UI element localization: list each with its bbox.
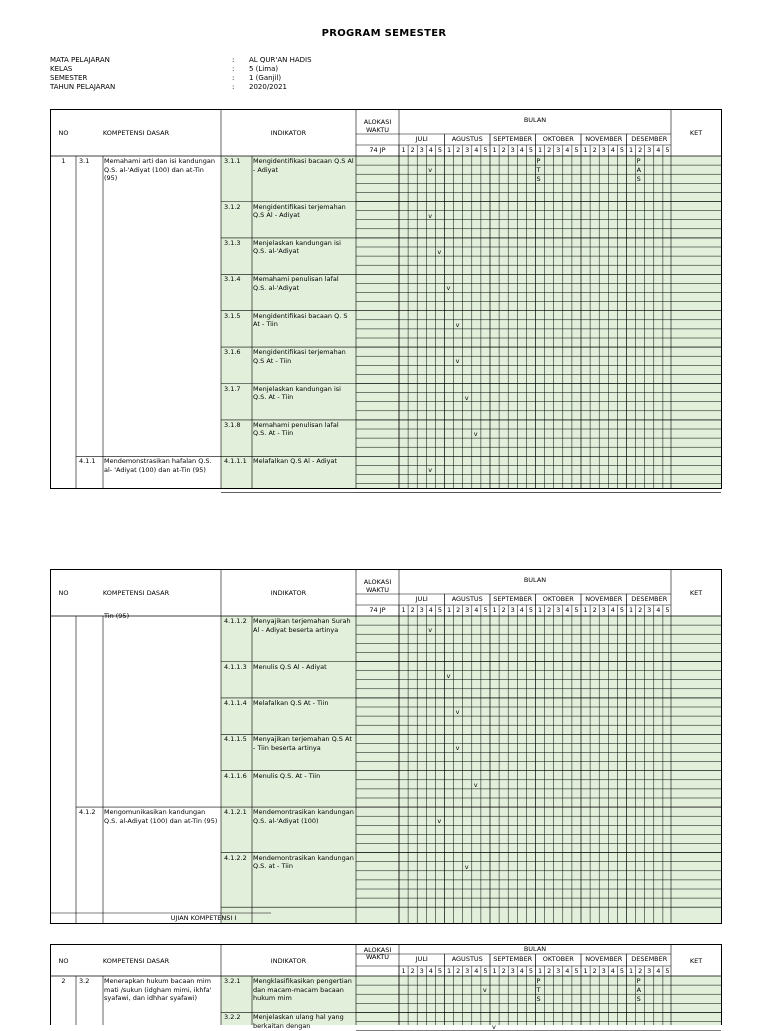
meta-separator: : <box>232 65 235 73</box>
header-week-number: 1 <box>537 966 543 975</box>
header-week-number: 2 <box>501 605 506 614</box>
meta-key: KELAS <box>50 65 73 73</box>
header-week-number: 1 <box>492 605 497 614</box>
header-week-number: 3 <box>601 145 606 154</box>
header-week-number: 3 <box>647 966 652 975</box>
pts-letter: P <box>536 977 541 985</box>
table-section-3 <box>50 944 722 1031</box>
table-grid <box>51 570 721 923</box>
pts-letter: S <box>536 175 541 184</box>
indicator-text: Menulis Q.S. At - Tiin <box>253 771 321 780</box>
indicator-text: Menulis Q.S Al - Adiyat <box>253 662 327 671</box>
meta-separator: : <box>232 83 235 91</box>
pts-letter: S <box>536 995 541 1004</box>
header-kompetensi-dasar: KOMPETENSI DASAR <box>102 129 170 137</box>
header-week-number: 2 <box>456 145 461 154</box>
schedule-mark: v <box>464 393 469 402</box>
header-week-number: 1 <box>446 966 452 975</box>
header-week-number: 5 <box>665 145 670 154</box>
header-week-number: 1 <box>401 145 406 154</box>
header-month-juli: JULI <box>415 594 428 603</box>
pas-letter: S <box>636 995 641 1004</box>
schedule-mark: v <box>437 248 442 256</box>
header-month-desember: DESEMBER <box>631 134 668 143</box>
indicator-text: Melafalkan Q.S Al - Adiyat <box>253 457 338 466</box>
indicator-text: Mendemontrasikan kandungan Q.S. al-'Adiyat (100) <box>253 808 354 825</box>
header-week-number: 4 <box>474 605 479 614</box>
row-number: 2 <box>61 977 66 985</box>
header-week-number: 2 <box>592 145 597 154</box>
header-bulan: BULAN <box>523 576 547 584</box>
header-week-number: 3 <box>556 966 561 975</box>
schedule-mark: v <box>446 284 451 293</box>
header-week-number: 3 <box>465 966 470 975</box>
header-jp: 74 JP <box>369 605 386 614</box>
indicator-text: Mendemontrasikan kandungan Q.S. at - Tiin <box>253 853 354 871</box>
indicator-code: 4.1.2.1 <box>224 808 247 817</box>
header-week-number: 4 <box>428 966 433 975</box>
indicator-code: 3.1.6 <box>224 348 241 357</box>
header-week-number: 1 <box>583 966 588 975</box>
header-month-september: SEPTEMBER <box>493 134 533 143</box>
schedule-mark: v <box>473 780 478 789</box>
header-month-desember: DESEMBER <box>631 954 668 963</box>
header-week-number: 1 <box>446 145 452 154</box>
indicator-text: Menyajikan terjemahan Surah Al - Adiyat beserta artinya <box>253 617 351 634</box>
header-week-number: 3 <box>510 145 515 154</box>
header-no: NO <box>58 129 69 137</box>
header-ket: KET <box>689 129 703 137</box>
header-week-number: 1 <box>537 145 543 154</box>
meta-value: 2020/2021 <box>249 83 287 91</box>
schedule-mark: v <box>428 466 433 475</box>
indicator-text: Menjelaskan kandungan isi Q.S. At - Tiin <box>253 384 341 401</box>
pas-letter: A <box>636 986 642 995</box>
header-week-number: 5 <box>437 145 442 154</box>
header-week-number: 2 <box>410 966 415 975</box>
meta-row <box>50 83 312 92</box>
header-month-september: SEPTEMBER <box>493 594 533 603</box>
indicator-text: Mengidentifikasi terjemahan Q.S Al - Adiyat <box>253 202 346 219</box>
indicator-text: Mengidentifikasi bacaan Q. S At - Tiin <box>253 311 348 329</box>
header-week-number: 3 <box>510 605 515 614</box>
meta-row <box>50 65 312 74</box>
header-jp: 74 JP <box>369 145 386 154</box>
header-week-number: 5 <box>437 605 442 614</box>
header-week-number: 4 <box>519 145 524 154</box>
table-section-2 <box>50 569 722 924</box>
header-indikator: INDIKATOR <box>270 589 307 597</box>
header-month-juli: JULI <box>415 134 428 143</box>
meta-key: TAHUN PELAJARAN <box>50 83 116 91</box>
indicator-code: 3.1.7 <box>224 384 241 393</box>
header-week-number: 4 <box>565 605 570 614</box>
header-week-number: 3 <box>647 605 652 614</box>
meta-row <box>50 56 312 65</box>
header-week-number: 1 <box>628 966 634 975</box>
header-bulan: BULAN <box>523 116 547 124</box>
header-week-number: 4 <box>656 966 661 975</box>
pts-letter: T <box>536 166 541 175</box>
indicator-text: Mengidentifikasi terjemahan Q.S At - Tiin <box>253 348 346 365</box>
indicator-code: 3.1.4 <box>224 275 241 284</box>
header-week-number: 5 <box>574 966 579 975</box>
indicator-text: Mengklasifikasikan pengertian dan macam-macam bacaan hukum mim <box>253 977 352 1002</box>
header-week-number: 1 <box>583 605 588 614</box>
schedule-mark: v <box>492 1022 496 1031</box>
schedule-mark: v <box>455 708 460 716</box>
header-indikator: INDIKATOR <box>270 956 307 965</box>
kd-continuation: Tin (95) <box>104 612 130 620</box>
header-bulan: BULAN <box>523 945 547 953</box>
pas-letter: A <box>636 166 642 175</box>
header-no: NO <box>58 956 69 965</box>
row-number: 1 <box>61 157 66 165</box>
header-alokasi: ALOKASI <box>363 578 392 586</box>
pas-letter: S <box>636 175 641 184</box>
pts-letter: P <box>536 157 541 165</box>
header-month-agustus: AGUSTUS <box>451 134 483 143</box>
indicator-code: 4.1.1.2 <box>224 617 247 625</box>
schedule-mark: v <box>482 986 487 995</box>
header-month-november: NOVEMBER <box>585 954 623 963</box>
indicator-code: 3.1.1 <box>224 157 241 165</box>
header-week-number: 1 <box>628 605 634 614</box>
kd-code: 3.2 <box>79 977 90 985</box>
header-kompetensi-dasar: KOMPETENSI DASAR <box>102 589 170 597</box>
header-week-number: 3 <box>465 605 470 614</box>
header-week-number: 3 <box>647 145 652 154</box>
schedule-mark: v <box>446 671 451 680</box>
header-week-number: 4 <box>610 145 615 154</box>
kd-text: Memahami arti dan isi kandungan Q.S. al-'Adiyat (100) dan at-Tin (95) <box>104 157 216 182</box>
indicator-code: 3.1.5 <box>224 311 241 320</box>
indicator-text: Menjelaskan kandungan isi Q.S. al-'Adiyat <box>253 238 341 256</box>
header-week-number: 1 <box>583 145 588 154</box>
header-week-number: 3 <box>419 605 424 614</box>
header-week-number: 1 <box>537 605 543 614</box>
header-week-number: 4 <box>519 605 524 614</box>
meta-value: 1 (Ganjil) <box>249 74 282 82</box>
header-week-number: 3 <box>601 966 606 975</box>
kd-code: 4.1.2 <box>79 808 96 817</box>
header-week-number: 5 <box>528 966 533 975</box>
header-week-number: 5 <box>619 145 624 154</box>
indicator-text: Melafalkan Q.S At - Tiin <box>253 698 329 707</box>
schedule-mark: v <box>455 357 460 366</box>
schedule-mark: v <box>428 166 433 175</box>
header-alokasi: ALOKASI <box>363 946 392 954</box>
header-week-number: 5 <box>619 966 624 975</box>
schedule-mark: v <box>428 626 433 635</box>
header-week-number: 5 <box>574 605 579 614</box>
header-waktu: WAKTU <box>365 586 389 594</box>
indicator-text: Mengidentifikasi bacaan Q.S Al - Adiyat <box>253 157 354 174</box>
kd-text: Mendemonstrasikan hafalan Q.S. al- 'Adiyat (100) dan at-Tin (95) <box>104 457 212 474</box>
header-week-number: 2 <box>592 966 597 975</box>
header-no: NO <box>58 589 69 597</box>
header-week-number: 2 <box>456 966 461 975</box>
header-week-number: 5 <box>528 605 533 614</box>
meta-key: SEMESTER <box>50 74 88 82</box>
schedule-mark: v <box>437 817 442 826</box>
kd-text: Mengomunikasikan kandungan Q.S. al-Adiyat (100) dan at-Tin (95) <box>104 808 218 825</box>
header-week-number: 4 <box>474 966 479 975</box>
header-week-number: 3 <box>419 966 424 975</box>
indicator-code: 4.1.1.3 <box>224 662 247 671</box>
header-month-agustus: AGUSTUS <box>451 594 483 603</box>
indicator-text: Memahami penulisan lafal Q.S. At - Tiin <box>253 420 339 438</box>
meta-value: AL QUR'AN HADIS <box>249 56 312 64</box>
header-week-number: 4 <box>474 145 479 154</box>
header-week-number: 3 <box>556 145 561 154</box>
table-section-1 <box>50 109 722 489</box>
header-waktu: WAKTU <box>365 953 389 961</box>
header-week-number: 4 <box>610 966 615 975</box>
indicator-text: Memahami penulisan lafal Q.S. al-'Adiyat <box>253 275 339 292</box>
footer-ujian: UJIAN KOMPETENSI I <box>170 914 237 922</box>
meta-row <box>50 74 312 83</box>
schedule-mark: v <box>455 320 460 329</box>
indicator-code: 3.1.8 <box>224 420 241 429</box>
header-week-number: 5 <box>574 145 579 154</box>
header-month-oktober: OKTOBER <box>542 594 574 603</box>
indicator-code: 3.2.2 <box>224 1013 241 1022</box>
header-month-agustus: AGUSTUS <box>451 954 483 963</box>
header-week-number: 5 <box>483 966 488 975</box>
header-week-number: 5 <box>665 605 670 614</box>
header-week-number: 2 <box>547 145 552 154</box>
header-indikator: INDIKATOR <box>270 129 307 137</box>
indicator-code: 4.1.2.2 <box>224 853 247 862</box>
kd-code: 3.1 <box>79 157 90 165</box>
indicator-text: Menyajikan terjemahan Q.S At - Tiin beserta artinya <box>253 735 352 752</box>
header-week-number: 1 <box>446 605 452 614</box>
header-week-number: 1 <box>492 966 497 975</box>
header-week-number: 4 <box>428 605 433 614</box>
header-week-number: 1 <box>401 966 406 975</box>
header-month-desember: DESEMBER <box>631 594 668 603</box>
meta-value: 5 (Lima) <box>249 65 279 73</box>
meta-separator: : <box>232 74 235 82</box>
header-month-november: NOVEMBER <box>585 594 623 603</box>
header-week-number: 3 <box>510 966 515 975</box>
header-week-number: 1 <box>492 145 497 154</box>
header-waktu: WAKTU <box>365 126 389 134</box>
header-week-number: 5 <box>665 966 670 975</box>
meta-separator: : <box>232 56 235 64</box>
header-week-number: 1 <box>628 145 634 154</box>
header-week-number: 2 <box>638 605 643 614</box>
header-week-number: 2 <box>410 145 415 154</box>
header-ket: KET <box>689 589 703 597</box>
header-week-number: 1 <box>401 605 406 614</box>
header-week-number: 4 <box>610 605 615 614</box>
header-week-number: 2 <box>410 605 415 614</box>
indicator-code: 4.1.1.1 <box>224 457 247 466</box>
header-week-number: 4 <box>565 145 570 154</box>
indicator-code: 3.1.2 <box>224 202 241 211</box>
header-week-number: 3 <box>419 145 424 154</box>
schedule-mark: v <box>428 211 433 220</box>
header-month-november: NOVEMBER <box>585 134 623 143</box>
meta-key: MATA PELAJARAN <box>50 56 110 64</box>
header-week-number: 2 <box>501 145 506 154</box>
document-meta <box>50 56 312 92</box>
header-week-number: 3 <box>556 605 561 614</box>
header-month-juli: JULI <box>415 954 428 963</box>
pas-letter: P <box>636 977 641 985</box>
indicator-text: Menjelaskan ulang hal yang berkaitan dengan <box>253 1013 344 1030</box>
header-week-number: 4 <box>656 605 661 614</box>
header-week-number: 2 <box>592 605 597 614</box>
header-week-number: 5 <box>483 605 488 614</box>
header-month-september: SEPTEMBER <box>493 954 533 963</box>
pts-letter: T <box>536 986 541 995</box>
page-title: PROGRAM SEMESTER <box>321 28 447 39</box>
header-week-number: 3 <box>601 605 606 614</box>
indicator-code: 3.1.3 <box>224 238 241 247</box>
header-week-number: 4 <box>519 966 524 975</box>
header-alokasi: ALOKASI <box>363 118 392 126</box>
header-month-oktober: OKTOBER <box>542 134 574 143</box>
header-week-number: 2 <box>638 145 643 154</box>
header-week-number: 2 <box>456 605 461 614</box>
schedule-mark: v <box>464 862 469 871</box>
header-week-number: 4 <box>656 145 661 154</box>
header-week-number: 4 <box>428 145 433 154</box>
kd-code: 4.1.1 <box>79 457 96 466</box>
header-week-number: 4 <box>565 966 570 975</box>
header-month-oktober: OKTOBER <box>542 954 574 963</box>
pas-letter: P <box>636 157 641 165</box>
kd-text: Menerapkan hukum bacaan mim mati /sukun (idgham mimi, ikhfa' syafawi, dan idhhar syafawi) <box>104 977 212 1002</box>
indicator-code: 4.1.1.5 <box>224 735 247 744</box>
indicator-code: 4.1.1.6 <box>224 771 247 780</box>
indicator-code: 4.1.1.4 <box>224 698 247 707</box>
header-kompetensi-dasar: KOMPETENSI DASAR <box>102 956 170 965</box>
header-week-number: 2 <box>638 966 643 975</box>
indicator-code: 3.2.1 <box>224 977 241 985</box>
header-week-number: 2 <box>547 966 552 975</box>
header-week-number: 2 <box>501 966 506 975</box>
header-week-number: 5 <box>437 966 442 975</box>
header-ket: KET <box>689 956 703 965</box>
header-week-number: 3 <box>465 145 470 154</box>
header-week-number: 5 <box>483 145 488 154</box>
header-week-number: 2 <box>547 605 552 614</box>
header-week-number: 5 <box>528 145 533 154</box>
header-week-number: 5 <box>619 605 624 614</box>
schedule-mark: v <box>473 430 478 438</box>
schedule-mark: v <box>455 744 460 753</box>
